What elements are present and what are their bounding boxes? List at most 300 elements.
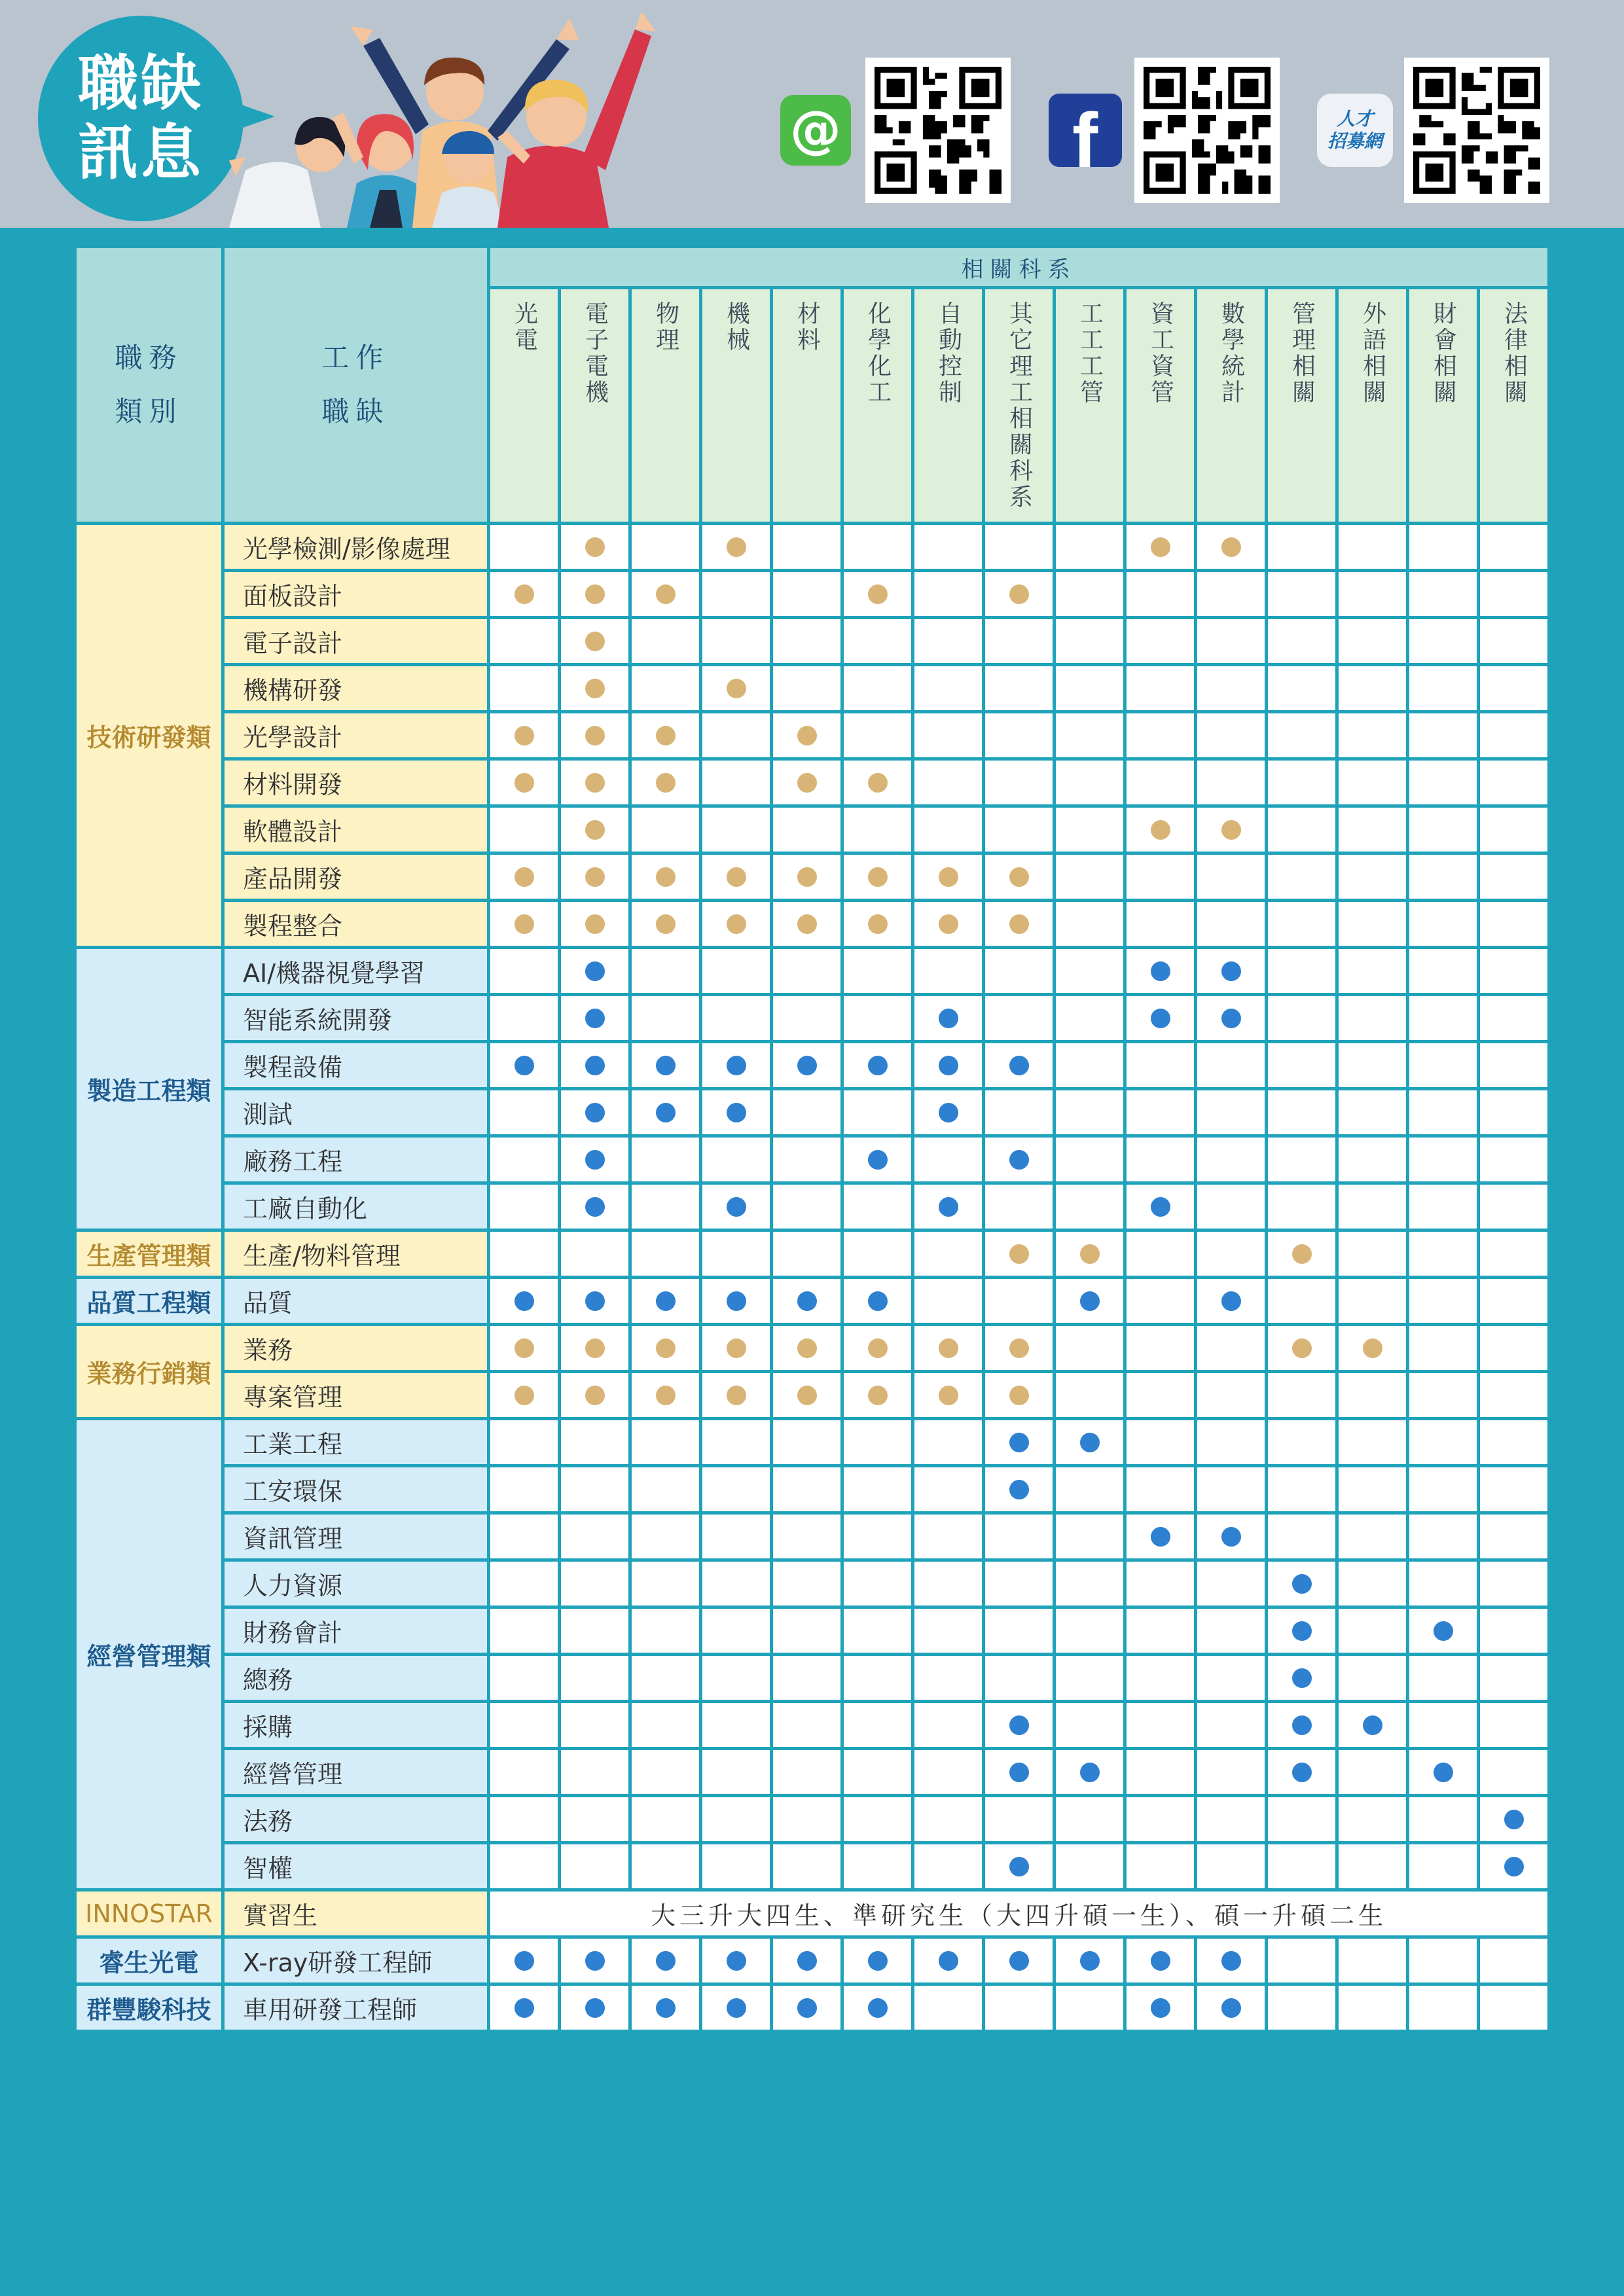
match-cell [1479, 1843, 1549, 1890]
match-cell [984, 806, 1055, 853]
match-cell [1055, 1466, 1125, 1513]
match-cell [984, 759, 1055, 806]
match-dot [1009, 1244, 1029, 1264]
match-cell [630, 1843, 701, 1890]
match-cell [1125, 571, 1196, 618]
match-cell [1479, 1230, 1549, 1278]
match-cell [1125, 806, 1196, 853]
match-cell [842, 1042, 913, 1089]
match-cell [913, 618, 984, 665]
match-dot [797, 914, 817, 934]
match-cell [701, 1466, 772, 1513]
match-cell [489, 1843, 560, 1890]
match-cell [701, 995, 772, 1042]
match-dot [656, 1998, 676, 2018]
match-cell [1196, 1136, 1267, 1183]
match-cell [984, 948, 1055, 995]
match-dot [585, 961, 605, 981]
match-dot [1009, 914, 1029, 934]
match-dot [797, 726, 817, 745]
match-dot [1292, 1668, 1312, 1688]
match-cell [630, 901, 701, 948]
match-cell [984, 1325, 1055, 1372]
match-dot [1292, 1338, 1312, 1358]
intern-eligibility-note: 大三升大四生、準研究生（大四升碩一生）、碩一升碩二生 [489, 1890, 1549, 1937]
match-cell [1408, 1325, 1479, 1372]
match-dot [1221, 1527, 1241, 1547]
department-header [1479, 288, 1549, 524]
match-cell [1055, 1513, 1125, 1560]
match-dot [939, 1056, 958, 1075]
match-cell [1196, 1937, 1267, 1984]
match-cell [772, 1749, 842, 1796]
match-cell [1479, 1984, 1549, 2032]
match-cell [1337, 1607, 1408, 1655]
match-cell [1337, 948, 1408, 995]
match-cell [1479, 853, 1549, 901]
match-cell [1337, 571, 1408, 618]
match-dot [1221, 537, 1241, 557]
match-cell [701, 1655, 772, 1702]
match-cell [913, 995, 984, 1042]
match-cell [913, 1749, 984, 1796]
department-header [1196, 288, 1267, 524]
table-row [75, 806, 1549, 853]
match-cell [560, 1230, 630, 1278]
match-cell [913, 571, 984, 618]
match-cell [984, 853, 1055, 901]
match-cell [984, 1278, 1055, 1325]
match-dot [727, 1197, 746, 1217]
match-cell [1267, 1607, 1337, 1655]
facebook-icon[interactable] [1049, 94, 1122, 167]
match-cell [1125, 1419, 1196, 1466]
match-cell [630, 806, 701, 853]
match-cell [560, 901, 630, 948]
match-cell [489, 1278, 560, 1325]
job-cell: 生產/物料管理 [223, 1230, 489, 1278]
match-cell [772, 995, 842, 1042]
match-cell [1408, 571, 1479, 618]
match-cell [1196, 1560, 1267, 1607]
match-cell [1196, 571, 1267, 618]
match-cell [1055, 665, 1125, 712]
job-header-line1: 工作 [321, 342, 390, 374]
match-cell [701, 759, 772, 806]
match-cell [1267, 995, 1337, 1042]
job-cell: 軟體設計 [223, 806, 489, 853]
match-dot [727, 1338, 746, 1358]
job-cell: 製程設備 [223, 1042, 489, 1089]
match-dot [585, 1951, 605, 1971]
match-cell [1408, 1749, 1479, 1796]
match-cell [701, 1230, 772, 1278]
table-row [75, 1560, 1549, 1607]
match-cell [1055, 1843, 1125, 1890]
intern-job-cell: 實習生 [223, 1890, 489, 1937]
job-site-line2: 招募網 [1327, 130, 1382, 152]
table-row [75, 948, 1549, 995]
match-cell [1196, 1230, 1267, 1278]
match-dot [868, 773, 888, 793]
match-cell [1125, 1089, 1196, 1136]
match-dot [585, 914, 605, 934]
match-cell [1408, 806, 1479, 853]
match-cell [842, 1136, 913, 1183]
match-cell [1196, 665, 1267, 712]
category-cell: 技術研發類 [75, 524, 223, 948]
match-cell [1196, 1419, 1267, 1466]
match-cell [913, 1136, 984, 1183]
match-cell [1055, 901, 1125, 948]
department-label: 電子電機 [581, 301, 609, 406]
match-dot [514, 1338, 534, 1358]
match-cell [1196, 901, 1267, 948]
match-cell [630, 1984, 701, 2032]
match-cell [1125, 1843, 1196, 1890]
match-cell [1479, 1796, 1549, 1843]
match-cell [1125, 1749, 1196, 1796]
match-cell [984, 1089, 1055, 1136]
match-dot [1292, 1763, 1312, 1782]
match-cell [913, 1278, 984, 1325]
table-row [75, 1230, 1549, 1278]
job-cell: 廠務工程 [223, 1136, 489, 1183]
match-cell [1408, 1278, 1479, 1325]
match-cell [913, 901, 984, 948]
match-cell [1196, 1984, 1267, 2032]
match-cell [1196, 1325, 1267, 1372]
match-dot [514, 584, 534, 604]
match-cell [984, 1372, 1055, 1419]
match-cell [772, 1325, 842, 1372]
match-cell [1196, 1843, 1267, 1890]
match-cell [701, 1372, 772, 1419]
match-cell [842, 1278, 913, 1325]
match-cell [1337, 1325, 1408, 1372]
match-cell [1337, 1513, 1408, 1560]
match-cell [701, 1136, 772, 1183]
match-cell [984, 1796, 1055, 1843]
table-row [75, 1796, 1549, 1843]
match-dot [1009, 1857, 1029, 1876]
match-cell [1267, 1560, 1337, 1607]
match-cell [1267, 901, 1337, 948]
match-cell [1196, 995, 1267, 1042]
match-dot [585, 1009, 605, 1028]
match-cell [560, 1325, 630, 1372]
match-cell [1337, 1372, 1408, 1419]
match-dot [727, 1951, 746, 1971]
match-dot [585, 632, 605, 651]
match-cell [842, 995, 913, 1042]
match-dot [797, 1291, 817, 1311]
match-dot [514, 1998, 534, 2018]
intern-company-cell: INNOSTAR [75, 1890, 223, 1937]
match-cell [1479, 571, 1549, 618]
department-header [560, 288, 630, 524]
match-cell [842, 1796, 913, 1843]
match-cell [489, 1230, 560, 1278]
department-header [984, 288, 1055, 524]
match-dot [727, 1386, 746, 1405]
match-dot [1363, 1338, 1382, 1358]
category-cell: 經營管理類 [75, 1419, 223, 1890]
match-cell [1267, 665, 1337, 712]
match-dot [1221, 1291, 1241, 1311]
match-dot [514, 773, 534, 793]
match-cell [772, 524, 842, 571]
match-cell [1267, 1372, 1337, 1419]
job-cell: 採購 [223, 1702, 489, 1749]
match-cell [1267, 618, 1337, 665]
match-cell [1055, 1183, 1125, 1230]
match-cell [489, 1796, 560, 1843]
table-row [75, 1749, 1549, 1796]
match-cell [1408, 1560, 1479, 1607]
match-cell [630, 1702, 701, 1749]
match-cell [1055, 1655, 1125, 1702]
match-cell [1337, 1042, 1408, 1089]
job-cell: 人力資源 [223, 1560, 489, 1607]
related-departments-header: 相關科系 [489, 247, 1549, 288]
match-cell [489, 1466, 560, 1513]
match-cell [560, 618, 630, 665]
match-cell [1267, 524, 1337, 571]
match-cell [1479, 806, 1549, 853]
match-cell [913, 1419, 984, 1466]
match-cell [489, 1749, 560, 1796]
table-row [75, 901, 1549, 948]
match-cell [1196, 618, 1267, 665]
match-dot [1080, 1951, 1100, 1971]
match-cell [1337, 1560, 1408, 1607]
match-cell [984, 1984, 1055, 2032]
match-cell [1196, 712, 1267, 759]
match-dot [868, 1150, 888, 1170]
match-cell [1267, 1749, 1337, 1796]
match-cell [560, 1278, 630, 1325]
match-dot [1151, 1009, 1170, 1028]
department-label: 其它理工相關科系 [1005, 301, 1033, 511]
match-cell [1337, 853, 1408, 901]
match-cell [701, 1089, 772, 1136]
job-cell: 智權 [223, 1843, 489, 1890]
match-cell [1055, 1419, 1125, 1466]
match-cell [1055, 712, 1125, 759]
match-cell [772, 901, 842, 948]
match-cell [913, 759, 984, 806]
match-cell [489, 1702, 560, 1749]
match-cell [1055, 1278, 1125, 1325]
subsidiary-company-cell: 睿生光電 [75, 1937, 223, 1984]
match-cell [560, 1042, 630, 1089]
match-cell [913, 1937, 984, 1984]
match-dot [656, 1056, 676, 1075]
match-cell [1267, 1513, 1337, 1560]
match-cell [842, 1230, 913, 1278]
table-row [75, 1466, 1549, 1513]
line-app-icon[interactable] [780, 95, 851, 166]
match-cell [772, 1655, 842, 1702]
category-header-line2: 類別 [115, 395, 183, 427]
match-dot [939, 1197, 958, 1217]
match-cell [842, 1749, 913, 1796]
match-dot [585, 1197, 605, 1217]
match-cell [1125, 1278, 1196, 1325]
match-dot [585, 867, 605, 887]
department-header [842, 288, 913, 524]
match-dot [1292, 1715, 1312, 1735]
match-cell [1055, 524, 1125, 571]
match-cell [984, 1749, 1055, 1796]
match-cell [842, 1655, 913, 1702]
match-cell [842, 1419, 913, 1466]
match-cell [913, 1183, 984, 1230]
match-dot [1009, 1951, 1029, 1971]
match-cell [1055, 1136, 1125, 1183]
match-dot [939, 1103, 958, 1122]
match-dot [797, 1056, 817, 1075]
match-cell [560, 1796, 630, 1843]
match-cell [1125, 1230, 1196, 1278]
table-row [75, 1419, 1549, 1466]
match-cell [1479, 665, 1549, 712]
match-cell [842, 618, 913, 665]
match-cell [560, 1466, 630, 1513]
department-header [630, 288, 701, 524]
match-cell [1337, 1183, 1408, 1230]
line-qr-code [865, 58, 1011, 203]
category-cell: 業務行銷類 [75, 1325, 223, 1419]
department-label: 自動控制 [935, 301, 962, 406]
match-cell [1479, 1937, 1549, 1984]
match-cell [984, 1560, 1055, 1607]
match-cell [701, 1843, 772, 1890]
job-cell: 專案管理 [223, 1372, 489, 1419]
match-cell [842, 1372, 913, 1419]
match-cell [913, 1655, 984, 1702]
match-cell [1267, 806, 1337, 853]
match-dot [727, 1998, 746, 2018]
job-cell: 光學設計 [223, 712, 489, 759]
match-cell [560, 759, 630, 806]
match-cell [913, 853, 984, 901]
match-cell [630, 1560, 701, 1607]
match-cell [842, 1513, 913, 1560]
match-dot [1080, 1433, 1100, 1452]
match-dot [1221, 1951, 1241, 1971]
match-cell [489, 1136, 560, 1183]
match-cell [842, 1607, 913, 1655]
match-cell [1337, 759, 1408, 806]
match-cell [1408, 1655, 1479, 1702]
match-cell [701, 1560, 772, 1607]
match-cell [701, 806, 772, 853]
match-cell [1479, 712, 1549, 759]
match-cell [630, 995, 701, 1042]
match-cell [1055, 1702, 1125, 1749]
match-cell [1337, 1843, 1408, 1890]
match-cell [1408, 1230, 1479, 1278]
job-cell: 資訊管理 [223, 1513, 489, 1560]
job-cell: 法務 [223, 1796, 489, 1843]
job-cell: 經營管理 [223, 1749, 489, 1796]
subsidiary-job-cell: X-ray研發工程師 [223, 1937, 489, 1984]
category-header-line1: 職務 [115, 342, 183, 374]
match-cell [772, 1230, 842, 1278]
job-matrix [73, 245, 1551, 2033]
match-cell [913, 1372, 984, 1419]
table-row [75, 571, 1549, 618]
department-label: 物理 [652, 301, 679, 353]
match-dot [1151, 1998, 1170, 2018]
match-cell [630, 1419, 701, 1466]
match-cell [1479, 1325, 1549, 1372]
match-cell [1055, 1796, 1125, 1843]
match-cell [913, 665, 984, 712]
match-cell [1337, 1796, 1408, 1843]
match-cell [701, 1278, 772, 1325]
match-dot [585, 1150, 605, 1170]
match-dot [656, 914, 676, 934]
department-header [913, 288, 984, 524]
match-dot [585, 726, 605, 745]
department-label: 財會相關 [1430, 301, 1457, 406]
match-cell [913, 1513, 984, 1560]
match-cell [560, 1419, 630, 1466]
match-cell [1196, 1089, 1267, 1136]
match-dot [727, 537, 746, 557]
match-cell [913, 1796, 984, 1843]
match-cell [1267, 853, 1337, 901]
match-cell [1337, 1702, 1408, 1749]
match-dot [1292, 1244, 1312, 1264]
match-dot [1292, 1621, 1312, 1641]
job-cell: 產品開發 [223, 853, 489, 901]
match-cell [1408, 1796, 1479, 1843]
match-cell [1125, 1702, 1196, 1749]
department-header [772, 288, 842, 524]
match-cell [630, 1796, 701, 1843]
match-cell [1125, 1183, 1196, 1230]
department-label: 資工資管 [1147, 301, 1174, 406]
match-cell [1125, 712, 1196, 759]
match-dot [514, 1056, 534, 1075]
qr-icon [875, 67, 1001, 194]
match-cell [842, 571, 913, 618]
match-cell [1408, 1419, 1479, 1466]
match-dot [656, 1386, 676, 1405]
match-cell [1479, 1513, 1549, 1560]
match-cell [1408, 1843, 1479, 1890]
match-cell [772, 1560, 842, 1607]
match-cell [1196, 1278, 1267, 1325]
match-cell [1479, 1466, 1549, 1513]
job-site-icon[interactable] [1317, 94, 1393, 167]
match-cell [1337, 1089, 1408, 1136]
match-dot [1221, 1009, 1241, 1028]
match-dot [868, 1338, 888, 1358]
table-row [75, 1042, 1549, 1089]
match-cell [1337, 1937, 1408, 1984]
match-dot [1221, 961, 1241, 981]
match-dot [1080, 1244, 1100, 1264]
match-cell [1337, 1278, 1408, 1325]
match-cell [984, 995, 1055, 1042]
match-cell [489, 1655, 560, 1702]
match-cell [701, 948, 772, 995]
